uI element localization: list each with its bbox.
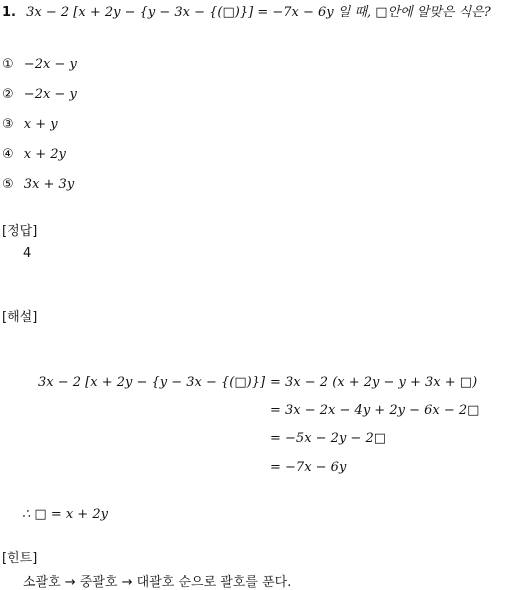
question-text: 3x − 2 [x + 2y − {y − 3x − {(□)}] = −7x − 6y 일 때, □안에 알맞은 식은?: [26, 5, 491, 20]
choice-4[interactable]: [2, 147, 66, 162]
choice-3[interactable]: [2, 117, 58, 132]
solution-conclusion: ∴ □ = x + 2y: [22, 507, 108, 522]
choice-mark: ②: [2, 87, 14, 102]
question: [2, 1, 491, 20]
hint-label: [힌트]: [2, 551, 38, 566]
answer-value: 4: [23, 246, 32, 261]
choice-mark: ④: [2, 147, 14, 162]
choice-mark: ③: [2, 117, 14, 132]
solution-line-1-lhs: 3x − 2 [x + 2y − {y − 3x − {(□)}]: [38, 375, 266, 390]
hint-text: 소괄호 → 중괄호 → 대괄호 순으로 괄호를 푼다.: [23, 575, 292, 590]
choice-mark: ①: [2, 57, 14, 72]
choice-2[interactable]: [2, 87, 77, 102]
choice-text: x + y: [23, 117, 58, 132]
question-number: 1.: [2, 5, 16, 20]
solution-line-1-rhs: = 3x − 2 (x + 2y − y + 3x + □): [270, 375, 478, 390]
choice-text: −2x − y: [23, 57, 77, 72]
solution-line-3-rhs: = −5x − 2y − 2□: [270, 431, 387, 446]
choice-1[interactable]: [2, 57, 77, 72]
choice-text: −2x − y: [23, 87, 77, 102]
choice-mark: ⑤: [2, 177, 14, 192]
choice-5[interactable]: [2, 177, 74, 192]
solution-line-4-rhs: = −7x − 6y: [270, 460, 347, 475]
solution-line-2-rhs: = 3x − 2x − 4y + 2y − 6x − 2□: [270, 403, 480, 418]
solution-label: [해설]: [2, 310, 38, 325]
answer-label: [정답]: [2, 224, 38, 239]
choice-text: x + 2y: [23, 147, 66, 162]
choice-text: 3x + 3y: [23, 177, 75, 192]
